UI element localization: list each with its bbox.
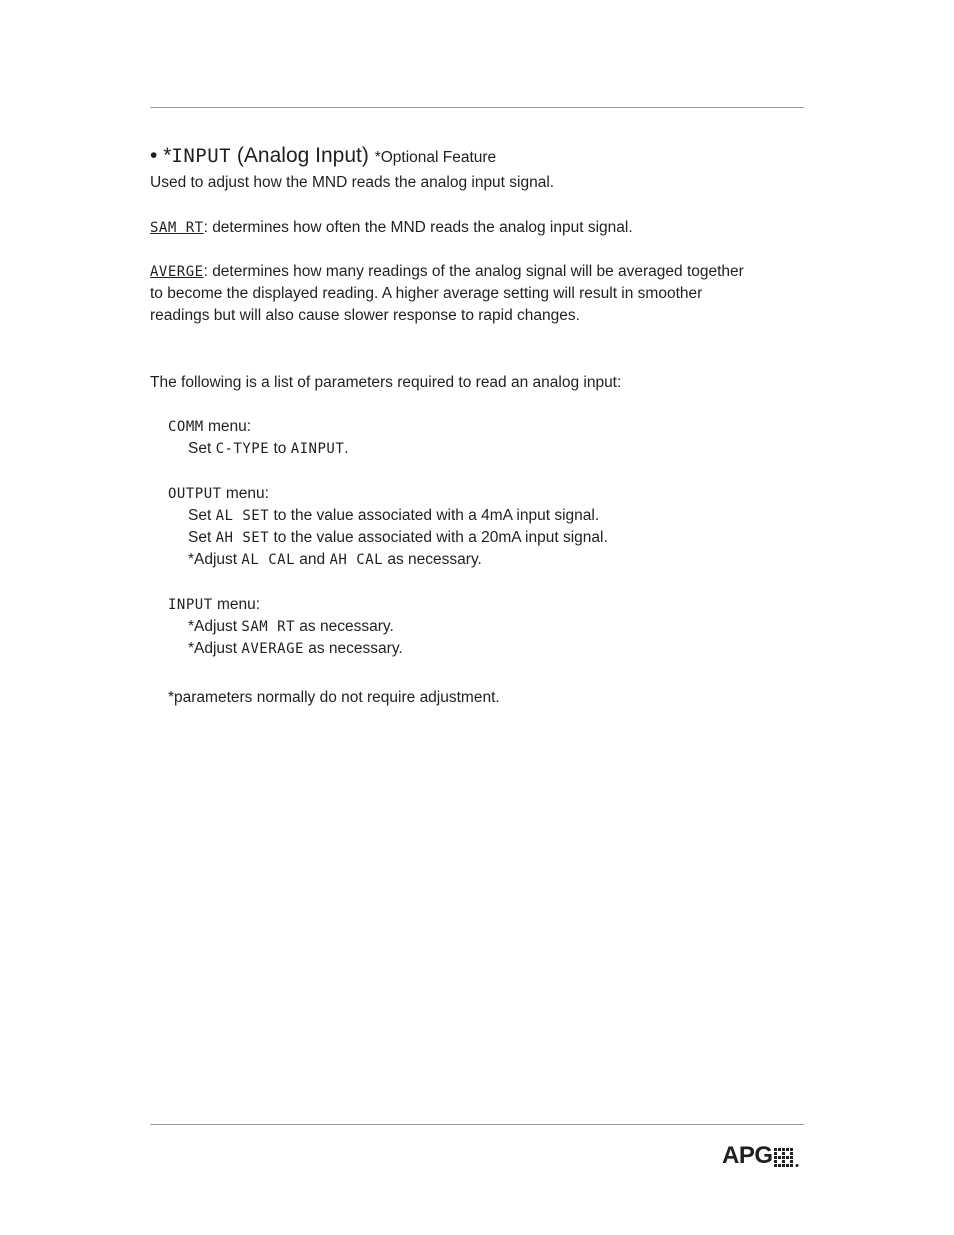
adjust-label: *Adjust [188,618,242,635]
to-label: to [269,440,291,457]
ah-set-line [188,527,608,549]
averge-lcd: AVERGE [150,264,204,280]
averge-line-1 [150,261,744,283]
averge-line-2: to become the displayed reading. A higher average setting will result in smoother [150,285,703,302]
input-menu-heading [168,594,260,616]
ah-cal-lcd: AH CAL [329,552,384,568]
sam-rt-paragraph [150,217,633,239]
header-rule [150,107,804,108]
heading-lcd-input: INPUT [171,145,232,167]
section-intro: Used to adjust how the MND reads the analog input signal. [150,174,555,191]
optional-feature-note: *Optional Feature [374,149,497,166]
comm-ctype-line [188,438,349,460]
heading-title: (Analog Input) [231,144,375,167]
comm-menu-label: menu: [203,418,252,435]
sam-rt-adjust-line [188,616,394,638]
ah-set-lcd: AH SET [215,530,270,546]
heading-star: * [163,144,172,167]
and-label: and [295,551,330,568]
sam-rt-adjust-lcd: SAM RT [241,619,295,635]
list-intro: The following is a list of parameters required to read an analog input: [150,374,622,391]
input-menu-label: menu: [212,596,261,613]
comm-menu-heading [168,416,251,438]
output-menu-heading [168,483,269,505]
set-label: Set [188,507,216,524]
set-label: Set [188,529,216,546]
al-set-lcd: AL SET [215,508,270,524]
section-heading [150,142,496,172]
average-adjust-line [188,638,403,660]
comm-lcd: COMM [168,419,204,435]
average-adjust-lcd: AVERAGE [241,641,304,657]
output-lcd: OUTPUT [168,486,222,502]
sam-rt-lcd: SAM RT [150,220,204,236]
al-set-text: to the value associated with a 4mA input signal. [269,507,600,524]
al-cal-lcd: AL CAL [241,552,295,568]
necessary-label: as necessary. [383,551,482,568]
averge-line-3: readings but will also cause slower response to rapid changes. [150,307,580,324]
ainput-lcd: AINPUT [290,441,345,457]
cal-adjust-line [188,549,482,571]
period: . [344,440,349,457]
input-lcd: INPUT [168,597,213,613]
apg-dots-icon [774,1144,800,1168]
adjust-label: *Adjust [188,640,242,657]
bullet: • [150,144,158,167]
set-label: Set [188,440,216,457]
apg-logo [722,1141,812,1171]
ctype-lcd: C-TYPE [215,441,270,457]
footer-rule [150,1124,804,1125]
sam-rt-text: : determines how often the MND reads the analog input signal. [203,219,633,236]
averge-text-1: : determines how many readings of the analog signal will be averaged together [203,263,744,280]
output-menu-label: menu: [221,485,269,502]
footnote: *parameters normally do not require adjustment. [168,689,500,706]
adjust-label: *Adjust [188,551,242,568]
al-set-line [188,505,599,527]
necessary-label: as necessary. [303,640,403,657]
ah-set-text: to the value associated with a 20mA input signal. [269,529,608,546]
apg-logo-text: APG [722,1142,773,1169]
necessary-label: as necessary. [295,618,394,635]
